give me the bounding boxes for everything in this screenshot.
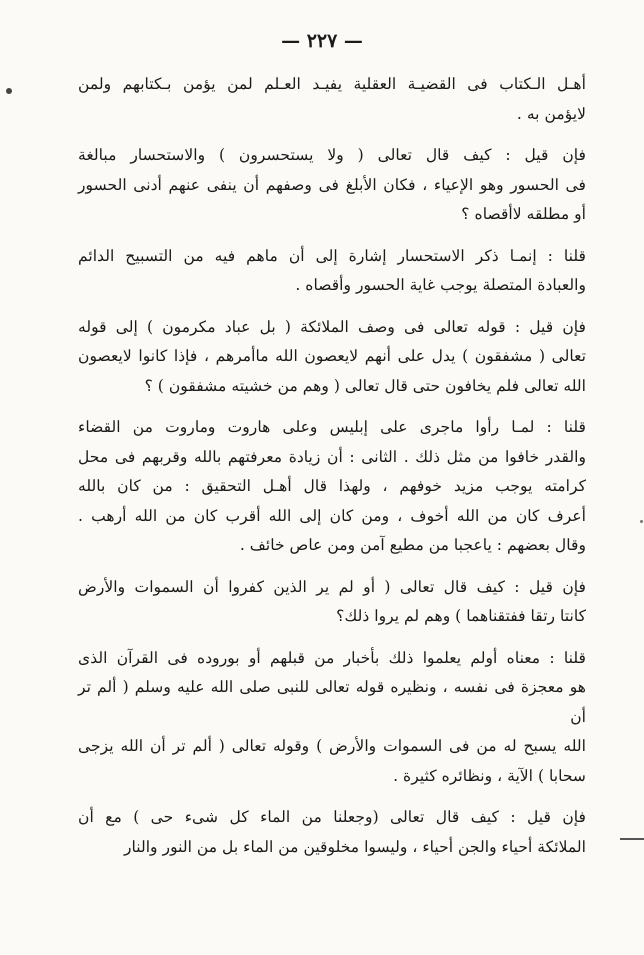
paragraph (78, 803, 586, 862)
text-line: الله تعالى فلم يخافون حتى قال تعالى ( وهم من خشيته مشفقون ) ؟ (144, 376, 586, 395)
text-line: أهـل الـكتاب فى القضيـة العقلية يفيـد العـلم لمن يؤمن بـكتابهم ولمن (78, 75, 586, 93)
text-line: فإن قيل : كيف قال تعالى ( أو لم ير الذين كفروا أن السموات والأرض (78, 577, 586, 596)
text-line: الله يسبح له من فى السموات والأرض ) وقوله تعالى ( ألم تر أن الله يزجى (78, 737, 586, 755)
text-line: قلنا : معناه أولم يعلموا ذلك بأخبار من قبلهم أو بوروده فى القرآن الذى (78, 648, 586, 667)
text-line: والقدر خافوا من مثل ذلك . الثانى : أن زيادة معرفتهم بالله وقربهم فى محل (78, 447, 586, 466)
text-line: قلنا : إنمـا ذكر الاستحسار إشارة إلى أن ماهم فيه من التسبيح الدائم (78, 246, 586, 265)
paragraph (78, 644, 586, 792)
text-line: هو معجزة فى نفسه ، ونظيره قوله تعالى للنبى صلى الله عليه وسلم ( ألم تر أن (78, 678, 586, 726)
text-line: الملائكة أحياء والجن أحياء ، وليسوا مخلوقين من الماء بل من النور والنار (123, 837, 586, 856)
text-line: وقال بعضهم : ياعجبا من مطيع آمن ومن عاص خائف . (239, 536, 586, 554)
ink-spot (6, 88, 12, 94)
text-line: كانتا رتقا ففتقناهما ) وهم لم يروا ذلك؟ (336, 607, 586, 625)
text-line: سحابا ) الآية ، ونظائره كثيرة . (393, 766, 586, 785)
paragraph (78, 313, 586, 402)
text-line: قلنا : لمـا رأوا ماجرى على إبليس وعلى هاروت وماروت من القضاء (78, 418, 586, 436)
text-line: أعرف كان من الله أخوف ، ومن كان إلى الله أقرب كان من الله أرهب . (78, 506, 586, 525)
paragraph (78, 141, 586, 230)
paragraph (78, 573, 586, 632)
text-line: كرامته يوجب مزيد خوفهم ، ولهذا قال أهـل التحقيق : من كان بالله (78, 477, 586, 495)
edge-mark (620, 838, 644, 840)
text-line: فإن قيل : كيف قال تعالى (وجعلنا من الماء كل شىء حى ) مع أن (78, 808, 586, 826)
text-line: فى الحسور وهو الإعياء ، فكان الأبلغ فى وصفهم أن ينفى عنهم أدنى الحسور (78, 175, 586, 194)
paragraph (78, 242, 586, 301)
text-line: أو مطلقه لاأقصاه ؟ (461, 205, 586, 223)
text-line: والعبادة المتصلة يوجب غاية الحسور وأقصاه . (295, 276, 586, 294)
page-number: — ٢٢٧ — (281, 30, 363, 52)
ink-spot (640, 520, 643, 523)
text-line: لايؤمن به . (516, 104, 586, 123)
paragraph (78, 70, 586, 129)
paragraph (78, 413, 586, 561)
text-line: فإن قيل : قوله تعالى فى وصف الملائكة ( بل عباد مكرمون ) إلى قوله (78, 317, 586, 336)
book-text (78, 70, 586, 862)
text-line: فإن قيل : كيف قال تعالى ( ولا يستحسرون ) والاستحسار مبالغة (78, 146, 586, 164)
text-line: تعالى ( مشفقون ) يدل على أنهم لايعصون الله ماأمرهم ، فإذا كانوا لايعصون (78, 347, 586, 365)
